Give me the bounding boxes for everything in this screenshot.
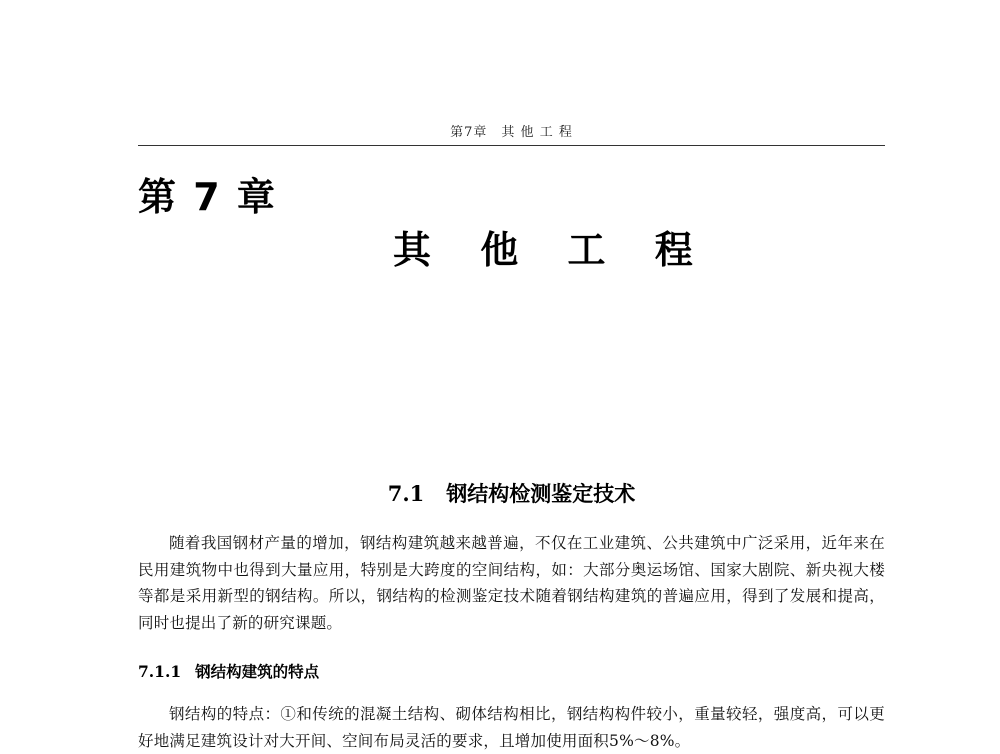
section-title: 钢结构检测鉴定技术 <box>446 481 636 506</box>
subsection-number: 7.1.1 <box>138 662 182 681</box>
running-header: 第7章 其 他 工 程 <box>450 125 573 140</box>
section-number: 7.1 <box>387 481 425 506</box>
header-rule <box>138 145 885 146</box>
subsection-title: 钢结构建筑的特点 <box>195 662 320 681</box>
chapter-label: 第 7 章 <box>138 175 277 219</box>
body-paragraph-2: 钢结构的特点：①和传统的混凝土结构、砌体结构相比，钢结构构件较小，重量较轻，强度高，可以更好地满足建筑设计对大开间、空间布局灵活的要求，且增加使用面积5%～8%。 <box>138 705 885 750</box>
chapter-title: 其 他 工 程 <box>393 228 711 272</box>
subsection-heading <box>138 660 319 682</box>
body-paragraph: 随着我国钢材产量的增加，钢结构建筑越来越普遍，不仅在工业建筑、公共建筑中广泛采用，近年来在民用建筑物中也得到大量应用，特别是大跨度的空间结构，如：大部分奥运场馆、国家大剧院、新央视大楼等都是采用新型的钢结构。所以，钢结构的检测鉴定技术随着钢结构建筑的普遍应用，得到了发展和提高，同时也提出了新的研究课题。 <box>138 534 885 632</box>
section-heading <box>138 478 885 508</box>
